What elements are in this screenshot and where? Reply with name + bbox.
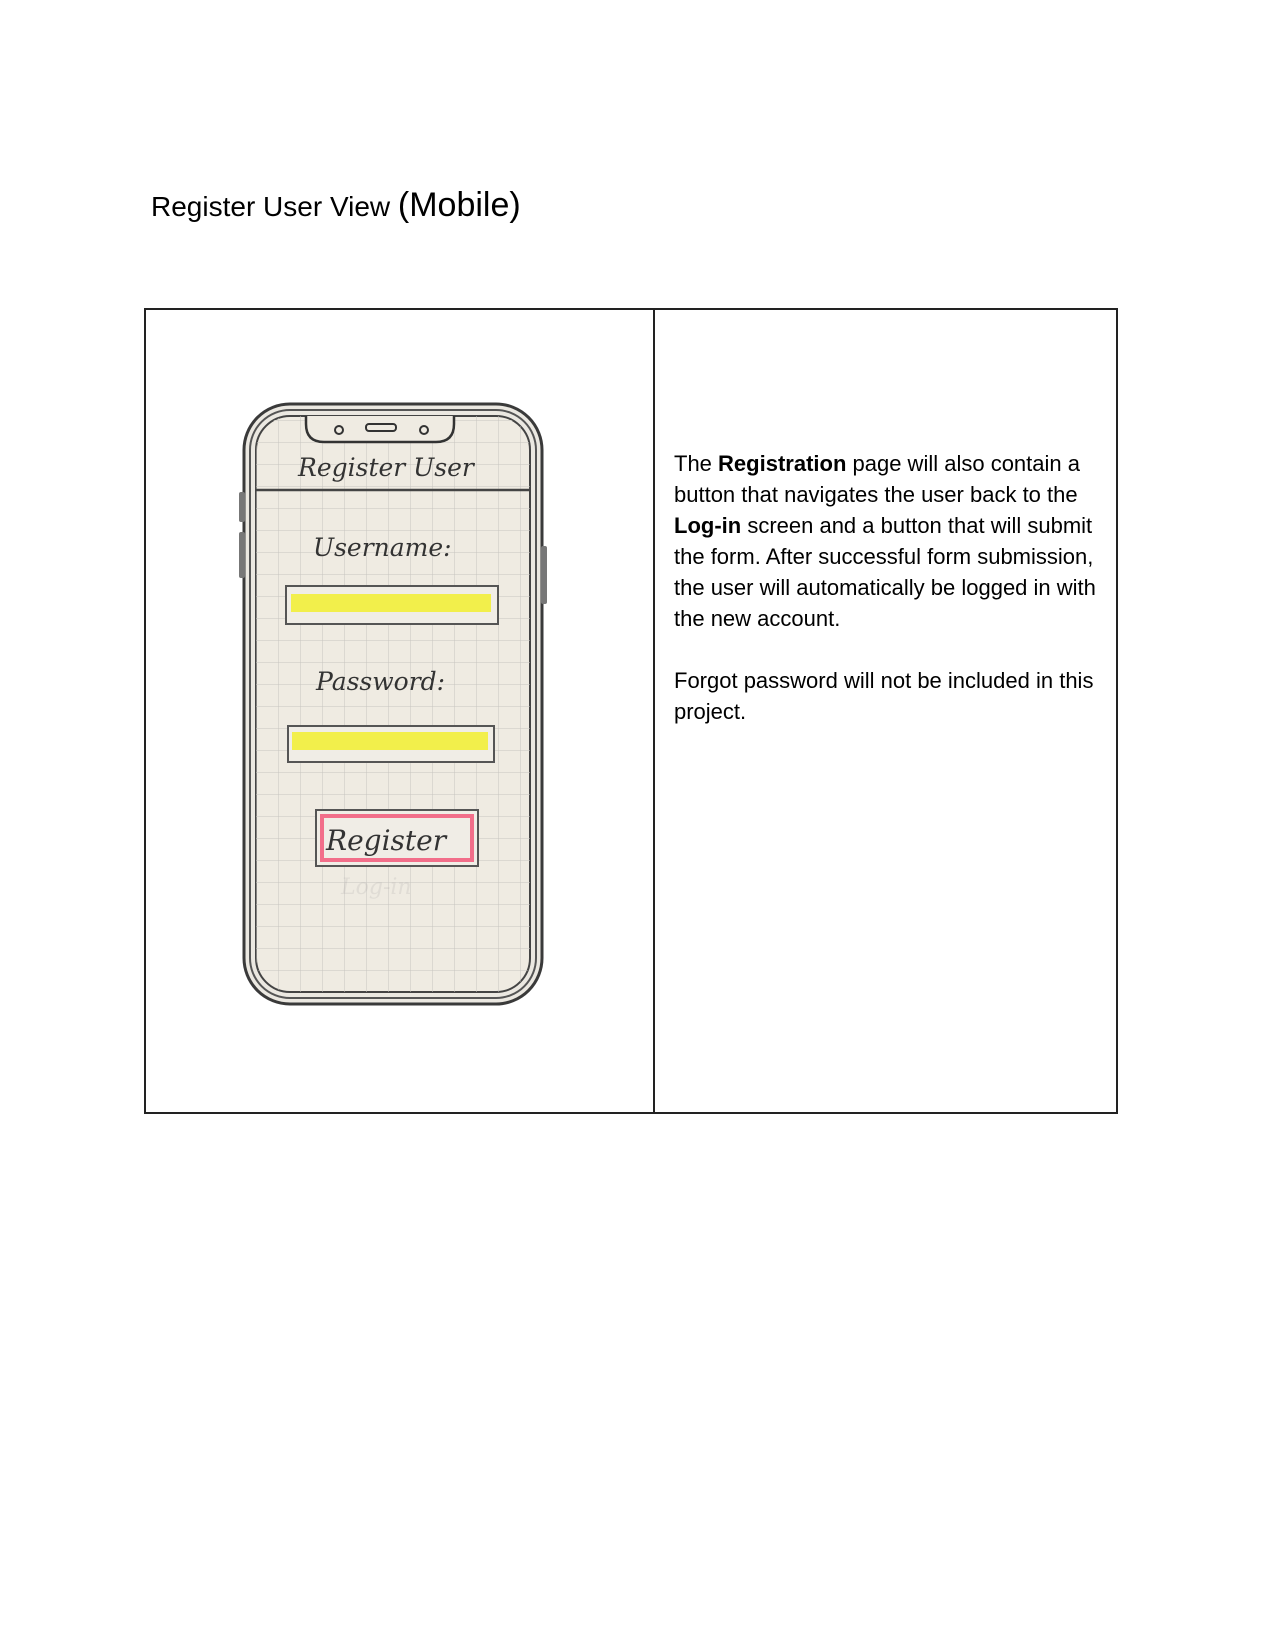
description-text: page will also contain a button that navigates the user back to the [674,451,1080,507]
description-text: The [674,451,719,476]
description-cell [674,448,1104,758]
page-title [151,188,521,222]
registration-term: Registration [718,451,847,476]
wireframe-table [144,308,1118,1114]
phone-sketch [146,310,653,1112]
sketch-login-link: Log-in [341,875,412,900]
phone-notch [306,416,454,442]
login-term: Log-in [674,513,742,538]
page-title-main: Register User View [151,191,398,222]
description-text: screen and a button that will submit the form. After successful form submission, the user will automatically be logged in with the new account. [674,513,1096,631]
phone-sketch-cell [146,310,653,1112]
sketch-screen-title: Register User [298,453,474,482]
sketch-password-label: Password: [316,667,446,696]
description-paragraph-2: Forgot password will not be included in this project. [674,668,1094,724]
description-paragraph-1 [674,448,1104,634]
sketch-username-label: Username: [313,533,452,562]
page-title-suffix: (Mobile) [397,186,521,224]
table-divider [653,310,655,1112]
sketch-register-label: Register [326,824,447,857]
